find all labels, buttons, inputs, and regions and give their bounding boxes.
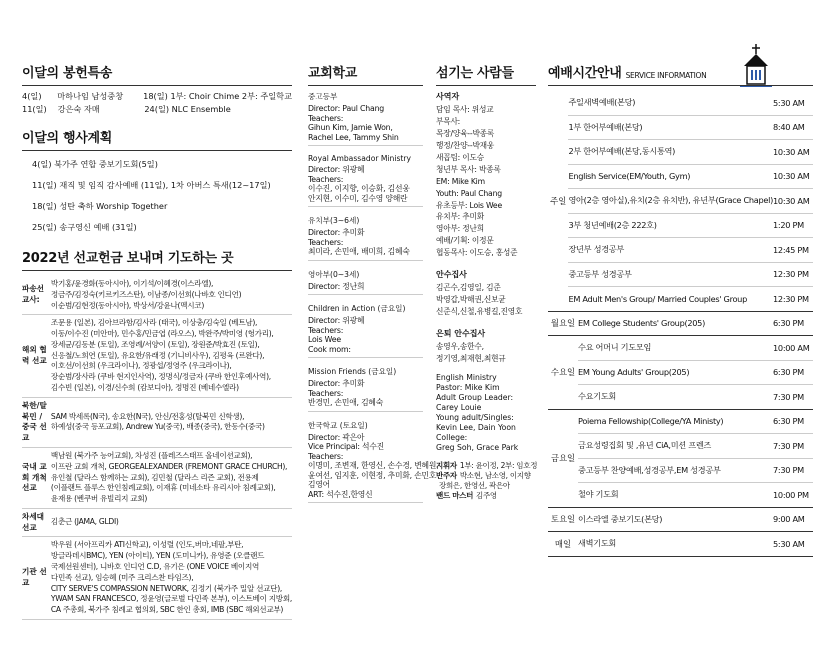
worship-service [568,189,813,214]
fellowship-list [22,91,292,115]
mission-line: 다민족 선교), 임승혜 (미주 크리스찬 타임즈), [50,572,194,582]
mission-line: 이프란 교회 개척, GEORGEALEXANDER (FREMONT GRACE CHURCH), [50,461,288,471]
extra-line [436,471,536,481]
servant-line: 목장/양육--박종록 [436,128,495,138]
service-time: 1:20 PM [773,220,804,231]
worship-services [578,508,813,532]
mission-line: 방글라데시BMC), YEN (아이티), YEN (도미니카), 유영준 (오클랜드 [50,551,265,561]
em-line: Greg Soh, Grace Park [436,442,519,452]
mission-line: 장세균/김동분 (토일), 조영례/서양이 (토일), 장원준/박효진 (토일), [50,339,260,349]
service-time: 10:30 AM [773,171,810,182]
school-section [308,91,423,146]
event-item: 4(일) 북가주 연합 중보기도회(5일) [32,159,158,169]
mission-details [51,397,292,447]
school-line: 안지현, 이수미, 김수영 양해란 [308,193,408,203]
mission-line: 윤재용 (벤쿠버 유빌리지 교회) [50,494,148,504]
worship-service [578,312,813,336]
service-name: EM Adult Men's Group/ Married Couples' Group [568,293,747,304]
school-line: Director: 위광혜 [308,165,365,174]
service-name: 2부 한어부예배(본당,동시통역) [568,146,676,157]
mission-line: 정금주/김정숙(키르키즈스탄), 이남종/이선희(나바호 인디언) [50,289,242,299]
service-name: 중고등부 성경공부 [568,268,632,279]
worship-day-label: 매일 [554,538,572,549]
service-name: EM Young Adults' Group(205) [578,367,690,378]
school-line: 윤여선, 임지훈, 이현정, 추미화, 손민호 [308,470,437,480]
school-line: 김영어 [308,480,330,489]
events-title: 이달의 행사계획 [22,127,292,151]
mission-category: 파송선교사: [22,276,51,315]
school-section [308,269,423,296]
mission-line: 백남원 (북가주 능어교회), 차성진 (플레즈스태프 올네이션교회), [50,450,253,460]
school-section [308,154,423,207]
worship-day-label: 월요일 [550,318,576,329]
service-time: 6:30 PM [773,416,804,427]
school-section-lines [308,379,423,408]
servant-group [436,328,536,365]
worship-service [578,434,813,459]
mission-row [22,447,292,508]
worship-service [568,140,813,165]
servant-group-title: 은퇴 안수집사 [436,329,486,338]
service-name: 3부 청년예배(2층 222호) [568,219,657,230]
fellowship-cell: 11(일) [22,104,47,114]
worship-day [548,508,813,533]
service-time: 6:30 PM [773,318,804,329]
mission-line: SAM 박세록(N국), 송요한(N국), 안신/전홍성(탈북민 신학생), [50,411,245,421]
school-line: Teachers: [308,237,344,247]
worship-service [578,508,813,532]
service-name: 중고등부 찬양예배,성경공부,EM 성경공부 [578,464,721,475]
em-line: College: [436,432,468,442]
service-time: 9:00 AM [773,514,805,525]
servant-line: 청년부 목사: 박종록 [436,164,501,174]
mission-line: 조문용 (일본), 김아브라함/김사라 (태국), 이상충/김숙일 (베트남), [50,318,258,328]
mission-row [22,508,292,537]
school-line: Director: 추미화 [308,228,365,237]
extra-label: 반주자 [436,471,457,480]
servant-line: 정기영,최재현,최현규 [436,353,506,363]
mission-details [51,447,292,508]
school-line: Teachers: [308,113,344,123]
extra-line [436,481,536,491]
extra-text: 김주영 [476,491,497,501]
mission-line: 국제선원센터), 니바호 인디언 C.D, 유기은 (ONE VOICE 베이지역 [50,561,260,571]
extra-text: 장희은, 한영선, 곽은아 [439,481,510,491]
servant-line: 새꼽팀: 이도승 [436,152,484,162]
worship-service [568,214,813,239]
school-section-lines [308,432,439,500]
school-line: Rachel Lee, Tammy Shin [308,132,399,142]
mission-line: 유인철 (달라스 함께하는 교회), 김민철 (달라스 리즌 교회), 전용제 [50,472,259,482]
service-name: 이스라엘 중보기도(본당) [578,513,663,524]
school-section-title: Royal Ambassador Ministry [308,154,412,163]
servant-group-title: 사역자 [436,92,460,101]
event-item: 18(일) 성탄 축하 Worship Together [32,201,168,211]
mission-category: 차세대선교 [22,508,51,537]
service-name: EM College Students' Group(205) [578,318,705,329]
servant-group-title: 안수집사 [436,270,467,280]
em-line: English Ministry [436,372,497,382]
fellowship-title: 이달의 봉헌특송 [22,62,292,86]
worship-day-label: 금요일 [550,453,576,463]
extra-line [436,461,536,471]
servant-line: 신준식,신철,유병길,진영호 [436,307,523,317]
service-name: Poiema Fellowship(College/YA Ministy) [578,416,724,427]
school-line: 이명미, 조변재, 한영신, 손수경, 변혜원, [308,461,439,470]
mission-line: 이동/이수진 (미안마), 민수홍/민금엽 (라오스), 박완주/박미영 (헝가리), [50,329,274,339]
extra-line [436,491,536,501]
column-school [308,62,439,503]
column-left [22,62,292,620]
service-time: 12:30 PM [773,269,809,280]
service-name: 주일새벽예배(본당) [568,97,636,108]
worship-services [578,410,813,507]
mission-line: CITY SERVE'S COMPASSION NETWORK, 김정기 (북가주 밀알 선교단), [50,583,282,593]
school-section-title: Children in Action (금요일) [308,304,406,313]
worship-services [568,91,813,311]
service-name: 철야 기도회 [578,489,619,500]
events-list [22,159,292,233]
mission-line: 이순범/김현정(동아시아), 박상서/강윤나(멕시코) [50,300,204,310]
mission-line: 이호선/이선희 (우크라이나), 정광섭/정영주 (우크라이나), [50,361,232,371]
worship-service [568,238,813,263]
worship-day [548,336,813,410]
em-line: Carey Louie [436,402,482,412]
service-time: 12:30 PM [773,293,809,304]
em-line: Young adult/Singles: [436,412,514,422]
school-section-lines [308,228,423,257]
servants-title: 섬기는 사람들 [436,62,536,86]
school-section-title: 유치부(3~6세) [308,216,360,225]
mission-category: 국내 교회 개척 선교 [22,447,51,508]
mission-line: 박우원 (서아프리카 ATI신학교), 이성렬 (인도,버마,네팔,부탄, [50,540,244,550]
worship-service [568,263,813,288]
servant-extras [436,461,536,502]
event-item: 11(일) 재직 및 임직 감사예배 (11일), 1차 아버스 특새(12~17일) [32,180,271,190]
mission-category: 해외 협력 선교 [22,315,51,397]
event-item: 25(일) 송구영신 예배 (31일) [32,222,137,232]
mission-line: 박기홍/윤경화(동아시아), 이기석/이혜경(이스라엘), [50,279,214,288]
school-line: Gihun Kim, Jamie Won, [308,123,393,132]
worship-day-label: 주일 [550,195,567,206]
worship-services [578,336,813,409]
service-time: 5:30 AM [773,538,805,549]
missions-table [22,276,292,620]
worship-service [568,165,813,190]
service-time: 5:30 AM [773,97,805,108]
english-ministry [436,373,536,453]
service-name: 1부 한어부예배(본당) [568,121,643,132]
school-section-lines [308,316,423,354]
school-section [308,366,423,412]
worship-service [578,361,813,386]
mission-category: 북한/탈북민 /중국 선교 [22,397,51,447]
school-line: Director: 추미화 [308,379,365,388]
mission-details [51,508,292,537]
em-line: Pastor: Mike Kim [436,382,500,392]
servant-line: 협동목사: 이도승, 홍성준 [436,248,518,258]
school-section-lines [308,104,423,142]
servant-line: 영아부: 정난희 [436,224,484,234]
fellowship-cell: 강은숙 자매 [57,104,100,114]
mission-line: 김춘근 (JAMA, GLDI) [50,517,119,527]
school-section [308,420,439,504]
service-name: 금요성령집회 및 ,유년 CiA,미션 프렌즈 [578,440,712,451]
column-worship [548,62,813,557]
service-name: 새벽기도회 [578,538,617,549]
mission-line: (이플랜트 플루스 한인침례교회), 이재휴 (미네소타 유리시아 침례교회), [50,483,276,493]
school-line: Director: Paul Chang [308,104,385,113]
school-line: Teachers: [308,325,344,335]
service-time: 7:30 PM [773,391,804,402]
service-time: 8:40 AM [773,122,805,133]
worship-day [548,410,813,508]
servant-line: 행정/찬양--박재웅 [436,140,495,150]
fellowship-cell: 마하나임 남성중창 [57,91,124,101]
servant-line: 유초등부: Lois Wee [436,200,502,210]
em-line: Adult Group Leader: [436,392,514,402]
worship-day [548,532,813,557]
servant-line: Youth: Paul Chang [436,188,502,198]
servant-line: 유치부: 추미화 [436,212,484,222]
servant-line: 김곤수,김영일, 김준 [436,283,501,293]
extra-label: 지휘자 [436,460,457,470]
school-section [308,303,423,358]
service-name: English Service(EM/Youth, Gym) [568,171,691,182]
fellowship-cell: 18(일) 1부: Choir Chime 2부: 주일학교 [143,91,292,101]
school-line: 이수진, 이지향, 이승화, 김선웅 [308,184,410,193]
worship-service [578,532,813,556]
servant-groups [436,91,536,365]
em-line: Kevin Lee, Dain Yoon [436,422,516,432]
worship-day [548,312,813,337]
mission-line: 하예성(중국 등포교회), Andrew Yu(중국), 배종(중국), 한동수(중국) [50,422,265,432]
worship-title: 예배시간안내 [548,66,622,81]
service-time: 10:00 AM [773,342,810,353]
worship-services [578,312,813,336]
service-name: 수요기도회 [578,391,617,402]
service-time: 7:30 PM [773,440,804,451]
mission-row [22,315,292,397]
service-time: 12:45 PM [773,244,809,255]
mission-row [22,276,292,315]
school-section-title: 영아부(0~3세) [308,269,360,279]
mission-line: 신응철/노희연 (토일), 유요한/유래정 (기니비사우), 김평육 (르완다), [50,350,265,360]
mission-line: CA 주총회, 북가주 침례교 협의회, SBC 한인 총회, IMB (SBC 해외선교부) [50,605,284,615]
servant-group [436,269,536,318]
school-section-lines [308,165,423,203]
service-name: 장년부 성경공부 [568,244,625,255]
mission-category: 기관 선교 [22,537,51,619]
school-section-title: Mission Friends (금요일) [308,367,397,376]
servant-line: 담임 목사: 위성교 [436,105,494,114]
missions-title: 2022년 선교헌금 보내며 기도하는 곳 [22,247,292,271]
school-line: Teachers: [308,388,344,398]
worship-service [578,459,813,484]
worship-day [548,91,813,312]
school-line: 반경민, 손민애, 김혜숙 [308,398,384,407]
school-section [308,215,423,261]
fellowship-cell: 4(일) [22,91,42,101]
service-name: 영아(2층 영아실),유치(2층 유치반), 유년부(Grace Chapel) [568,195,773,206]
worship-day-label: 수요일 [550,367,576,378]
column-servants [436,62,536,501]
mission-row [22,537,292,619]
worship-header [548,62,813,86]
worship-schedule [548,91,813,557]
mission-line: YWAM SAN FRANCESCO, 정윤영(글로벌 다민족 본부), 이스트베이 지방회, [50,594,292,604]
extra-text: 1부: 윤이정, 2부: 임호정 [459,460,538,470]
worship-service [568,91,813,116]
worship-service [578,385,813,409]
school-line: Teachers: [308,174,344,184]
school-section-lines [308,282,423,292]
mission-details [51,537,292,619]
school-line: Cook mom: [308,344,351,354]
school-line: Vice Principal: 석수진 [308,442,385,451]
worship-day-label: 토요일 [550,514,576,525]
school-line: Teachers: [308,451,344,461]
school-line: Director: 정난희 [308,281,365,291]
school-line: Director: 곽은아 [308,432,365,442]
worship-service [578,410,813,435]
fellowship-row [22,104,292,115]
worship-title-en: SERVICE INFORMATION [625,71,707,80]
servant-line: 박영갑,박해권,신보균 [436,295,506,305]
fellowship-row [22,91,292,102]
service-time: 6:30 PM [773,367,804,378]
extra-label: 밴드 마스터 [436,491,474,501]
servant-line: 부목사: [436,116,461,126]
servant-group [436,91,536,259]
service-time: 10:30 AM [773,146,810,157]
school-line: Director: 위광혜 [308,316,365,325]
service-time: 7:30 PM [773,465,804,476]
servant-line: 송영우,송한수, [436,342,484,351]
extra-text: 박소현, 남소영, 이지향 [459,471,531,480]
service-time: 10:00 PM [773,489,809,500]
worship-service [568,116,813,141]
school-section-title: 한국학교 (토요일) [308,420,368,430]
mission-line: 김수빈 (일본), 이경/신수희 (캄보디아), 정명진 (베네수엘라) [50,383,239,393]
school-sections [308,91,439,503]
service-name: 수요 어머니 기도모임 [578,342,652,353]
worship-service [578,336,813,361]
worship-service [568,287,813,311]
fellowship-cell: 24(일) NLC Ensemble [144,104,231,114]
mission-row [22,397,292,447]
school-title: 교회학교 [308,62,423,86]
mission-line: 장순범/장사라 (쿠바 현지인사역), 정명식/정금자 (쿠바 한인후예사역), [50,372,271,382]
servant-line: 예배/기획: 이정문 [436,236,494,246]
service-time: 10:30 AM [773,195,810,206]
worship-services [578,532,813,556]
mission-details [51,276,292,315]
school-line: 최미라, 손민애, 배미희, 김혜숙 [308,247,410,256]
worship-service [578,483,813,507]
mission-details [51,315,292,397]
servant-line: EM: Mike Kim [436,176,485,186]
school-line: ART: 석수진,한영신 [308,489,373,499]
school-line: Lois Wee [308,335,341,344]
school-section-title: 중고등부 [308,92,338,101]
